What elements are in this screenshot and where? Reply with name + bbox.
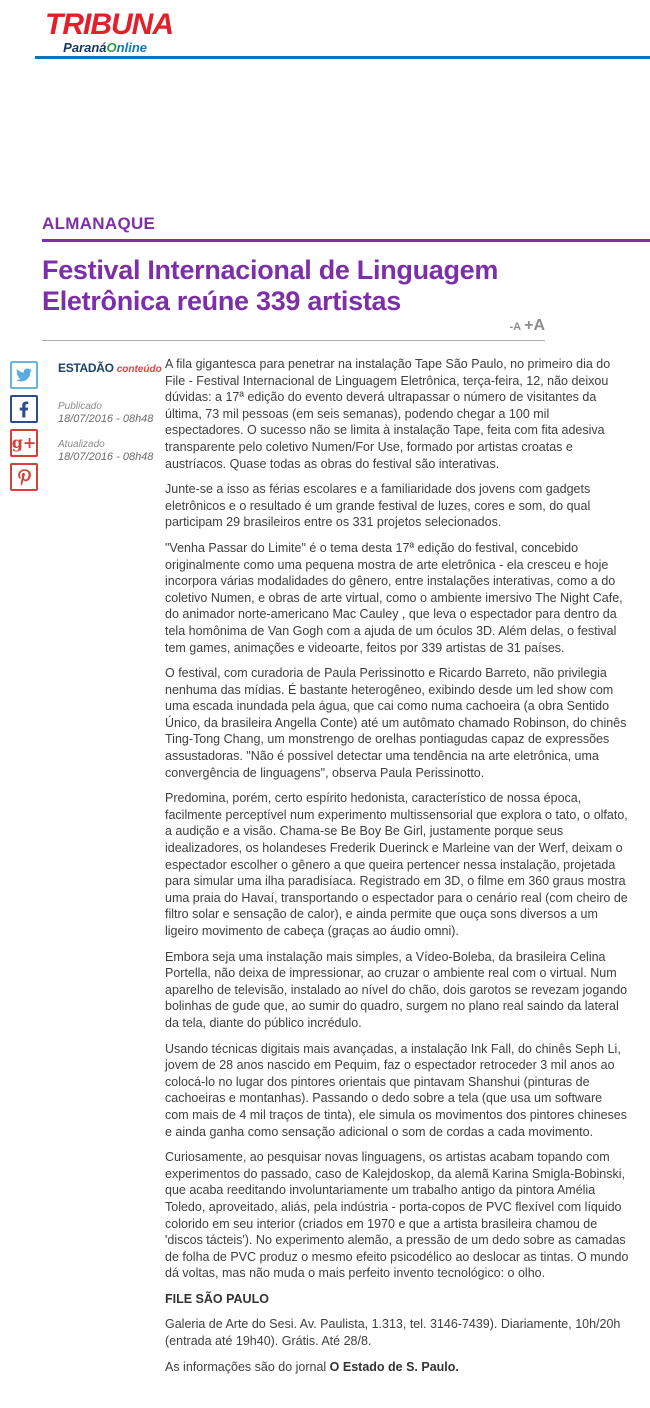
published-value: 18/07/2016 - 08h48 <box>58 413 154 425</box>
pinterest-icon <box>18 469 31 486</box>
twitter-share-button[interactable] <box>10 361 38 389</box>
updated-label: Atualizado <box>58 439 105 450</box>
decrease-font-button[interactable]: -A <box>509 321 522 333</box>
article-subheading: FILE SÃO PAULO <box>165 1291 269 1306</box>
source-brand: ESTADÃO <box>58 361 114 375</box>
logo-region-text: Paraná <box>63 40 107 55</box>
increase-font-button[interactable]: +A <box>524 317 545 334</box>
logo-online-o: O <box>106 40 117 55</box>
section-divider <box>42 239 650 242</box>
tribuna-logo-text: TRIBUNA <box>45 8 173 41</box>
article-paragraph: Embora seja uma instalação mais simples, a Vídeo-Boleba, da brasileira Celina Portella, não deixa de impressionar, ao cruzar o ambiente real com o virtual. Num aparelho de televisão, instalado ao nível do chão, dois garotos se revezam jogando bolinhas de gude que, ao sumir do quadro, surgem no plano real saindo da lateral da tela, diante do público incrédulo. <box>165 949 628 1030</box>
credit-prefix: As informações são do jornal <box>165 1359 330 1374</box>
article-title: Festival Internacional de Linguagem Eletrônica reúne 339 artistas <box>42 255 499 316</box>
article-paragraph: "Venha Passar do Limite" é o tema desta 17ª edição do festival, concebido originalmente como uma pequena mostra de arte eletrônica - ela cresceu e hoje incorpora várias modalidades do gênero, entre instalações interativas, como a do coletivo Numen, e obras de arte virtual, como o ambiente imersivo The Night Cafe, do animador norte-americano Mac Cauley , que leva o espectador para dentro da tela homônima de Van Gogh com a ajuda de um óculos 3D. Além delas, o festival tem games, animações e videoarte, feitos por 339 artistas de 31 países. <box>165 540 623 655</box>
article-paragraph: Predomina, porém, certo espírito hedonista, característico de nossa época, facilmente perceptível num experimento multissensorial que explora o tato, o olfato, a audição e a visão. Chama-se Be Boy Be Girl, justamente porque seus idealizadores, os holandeses Frederik Duerinck e Marleine van der Werf, deixam o espectador escolher o gênero a que queira pertencer nessa instalação, projetada para simular uma ilha paradisíaca. Registrado em 3D, o filme em 360 graus mostra uma praia do Havaí, transportando o espectador para o cenário real (com cheiro de filtro solar e sensação de calor), e ainda permite que ouça sons diversos a um ligeiro movimento de cabeça (graças ao áudio omni). <box>165 791 628 938</box>
title-divider <box>42 340 545 341</box>
font-size-controls <box>42 317 545 335</box>
facebook-icon <box>19 401 29 418</box>
parana-online-text <box>45 41 147 55</box>
google-plus-share-button[interactable] <box>10 429 38 457</box>
article-body <box>165 356 629 1384</box>
source-suffix: conteúdo <box>116 364 162 375</box>
logo-online-rest: nline <box>116 40 147 55</box>
pinterest-share-button[interactable] <box>10 463 38 491</box>
article-paragraph: Usando técnicas digitais mais avançadas, a instalação Ink Fall, do chinês Seph Li, jovem de 28 anos nascido em Pequim, faz o espectador retroceder 3 mil anos ao colocá-lo no lugar dos pintores orientais que pintavam Shanshui (pinturas de cachoeiras e montanhas). Passando o dedo sobre a tela (que usa um software com mais de 4 mil traços de tinta), ele simula os movimentos dos pintores chineses e ainda ganha como sensação adicional o som de cordas a cada movimento. <box>165 1041 627 1139</box>
credit-source: O Estado de S. Paulo. <box>329 1359 459 1374</box>
section-link-almanaque[interactable]: ALMANAQUE <box>42 214 156 233</box>
tribuna-logo[interactable] <box>45 10 173 55</box>
header-divider <box>35 56 650 59</box>
twitter-icon <box>16 367 32 383</box>
published-label: Publicado <box>58 401 102 412</box>
facebook-share-button[interactable] <box>10 395 38 423</box>
credit-line <box>165 1359 629 1376</box>
venue-info: Galeria de Arte do Sesi. Av. Paulista, 1.313, tel. 3146-7439). Diariamente, 10h/20h (entrada até 19h40). Grátis. Até 28/8. <box>165 1317 621 1349</box>
updated-value: 18/07/2016 - 08h48 <box>58 451 154 463</box>
article-paragraph: A fila gigantesca para penetrar na instalação Tape São Paulo, no primeiro dia do File - Festival Internacional de Linguagem Eletrônica, terça-feira, 12, não deixou dúvidas: a 17ª edição do evento deverá ultrapassar o número de visitantes da última, 73 mil pessoas (em seis semanas), podendo chegar a 100 mil espectadores. O sucesso não se limita à instalação Tape, feita com fita adesiva transparente pelo coletivo Numen/For Use, formado por artistas croatas e austríacos. Quase todas as obras do festival são interativas. <box>165 357 611 471</box>
google-plus-icon: g+ <box>11 433 37 452</box>
social-share-column <box>10 361 40 497</box>
article-meta <box>58 359 160 463</box>
article-paragraph: Curiosamente, ao pesquisar novas linguagens, os artistas acabam topando com experimentos do passado, caso de Kalejdoskop, da alemã Karina Smigla-Bobinski, que acaba reeditando involuntariamente um trabalho antigo da pintora Amélia Toledo, aproveitado, aliás, pela indústria - porta-copos de PVC flexível com líquido colorido em seu interior (criados em 1970 e que a artista brasileira chamou de 'discos tácteis'). No experimento alemão, a pressão de um dedo sobre as camadas de folha de PVC produz o mesmo efeito psicodélico ao deslocar as tintas. O mundo dá voltas, mas não muda o mais perfeito invento tecnológico: o olho. <box>165 1150 629 1281</box>
article-paragraph: O festival, com curadoria de Paula Perissinotto e Ricardo Barreto, não privilegia nenhuma das mídias. É bastante heterogêneo, exibindo desde um led show com uma escada inundada pela água, que cai como numa cachoeira (a obra Sentido Único, da brasileira Angella Conte) até um autômato chamado Robinson, do chinês Ting-Tong Chang, um monstrengo de orelhas pontiagudas capaz de expressões assustadoras. "Não é possível detectar uma tendência na arte eletrônica, uma convergência de linguagens", observa Paula Perissinotto. <box>165 666 627 780</box>
content-source <box>58 359 160 377</box>
article-paragraph: Junte-se a isso as férias escolares e a familiaridade dos jovens com gadgets eletrônicos e o resultado é um grande festival de luzes, cores e som, do qual participam 29 brasileiros entre os 331 projetos selecionados. <box>165 482 591 530</box>
